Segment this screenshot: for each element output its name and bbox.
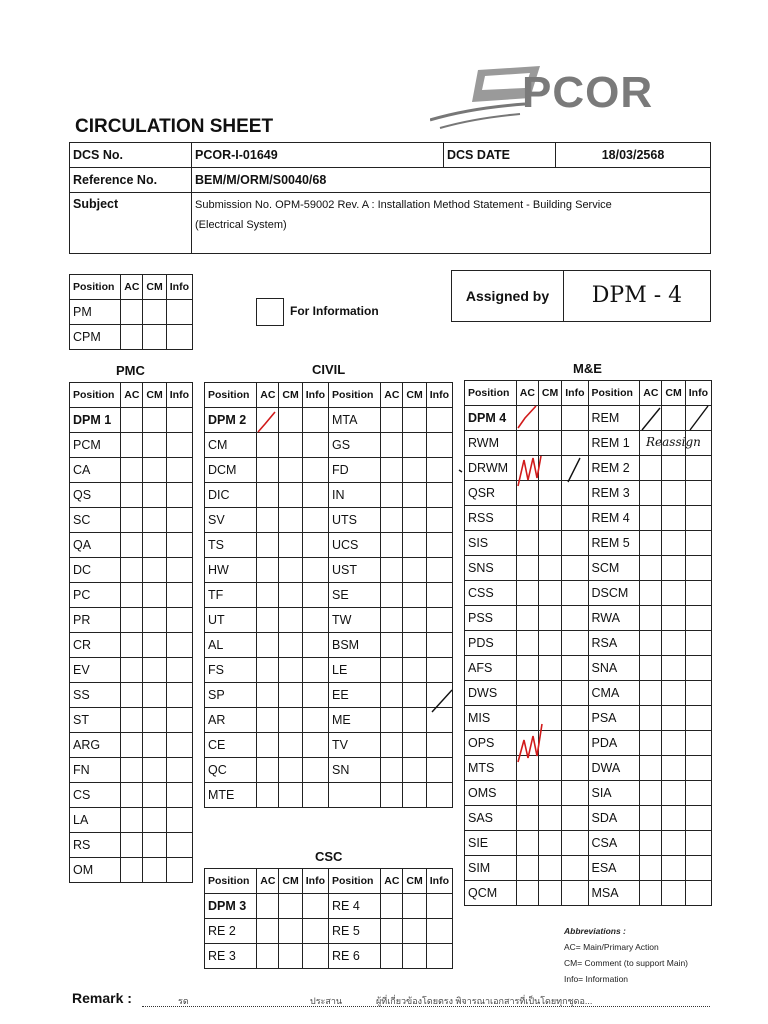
position-cell: REM 5: [588, 531, 640, 556]
slash-rem-ac: [642, 408, 660, 430]
col-info: Info: [302, 869, 328, 894]
position-cell: DSCM: [588, 581, 640, 606]
position-cell: OM: [70, 858, 121, 883]
position-cell: SC: [70, 508, 121, 533]
position-cell: RWM: [465, 431, 517, 456]
position-cell: DPM 4: [465, 406, 517, 431]
col-ac: AC: [640, 381, 662, 406]
position-cell: PR: [70, 608, 121, 633]
position-cell: SNA: [588, 656, 640, 681]
position-cell: OPS: [465, 731, 517, 756]
position-cell: SCM: [588, 556, 640, 581]
col-cm: CM: [143, 383, 166, 408]
position-cell: DPM 1: [70, 408, 121, 433]
civil-label: CIVIL: [312, 362, 346, 377]
dcs-no-value: PCOR-I-01649: [192, 143, 444, 168]
position-cell: CR: [70, 633, 121, 658]
col-info: Info: [426, 869, 452, 894]
position-cell: RE 3: [205, 944, 257, 969]
position-cell: SS: [70, 683, 121, 708]
position-cell: TF: [205, 583, 257, 608]
col-ac: AC: [381, 383, 403, 408]
remark-text-3: ผู้ที่เกี่ยวข้องโดยตรง พิจารณาเอกสารที่เป็นโดยทุกชุดอ...: [376, 996, 593, 1006]
position-cell: SIM: [465, 856, 517, 881]
position-cell: DWS: [465, 681, 517, 706]
position-cell: EV: [70, 658, 121, 683]
position-cell: DWA: [588, 756, 640, 781]
col-ac: AC: [516, 381, 538, 406]
position-cell: AFS: [465, 656, 517, 681]
slash-drwm-info: [568, 458, 580, 482]
reference-label: Reference No.: [70, 168, 192, 193]
col-cm: CM: [662, 381, 685, 406]
reassign-note: Reassign: [646, 435, 701, 449]
remark-text-2: ประสาน: [310, 996, 343, 1006]
col-position: Position: [465, 381, 517, 406]
position-cell: RE 5: [329, 919, 381, 944]
position-cell: TV: [329, 733, 381, 758]
col-info: Info: [562, 381, 588, 406]
position-cell: RSS: [465, 506, 517, 531]
position-cell: CSA: [588, 831, 640, 856]
position-cell: SE: [329, 583, 381, 608]
position-cell: UCS: [329, 533, 381, 558]
position-cell: SNS: [465, 556, 517, 581]
position-cell: RWA: [588, 606, 640, 631]
position-cell: MSA: [588, 881, 640, 906]
position-cell: RE 4: [329, 894, 381, 919]
position-cell: SIE: [465, 831, 517, 856]
col-position: Position: [329, 869, 381, 894]
dcs-date-label: DCS DATE: [444, 143, 556, 168]
abbreviations: [564, 923, 688, 987]
pmc-label: PMC: [116, 363, 145, 378]
col-cm: CM: [279, 383, 302, 408]
col-ac: AC: [121, 275, 143, 300]
position-cell: CS: [70, 783, 121, 808]
check-mark-dpm4: [518, 406, 536, 428]
col-position: Position: [70, 383, 121, 408]
for-information-label: For Information: [290, 304, 379, 318]
position-cell: ARG: [70, 733, 121, 758]
col-cm: CM: [143, 275, 166, 300]
position-cell: CSS: [465, 581, 517, 606]
position-cell: QA: [70, 533, 121, 558]
page-title: CIRCULATION SHEET: [75, 116, 274, 137]
position-cell: RE 2: [205, 919, 257, 944]
col-info: Info: [302, 383, 328, 408]
position-cell: CM: [205, 433, 257, 458]
dcs-date-value: 18/03/2568: [556, 143, 711, 168]
col-ac: AC: [381, 869, 403, 894]
position-cell: RE 6: [329, 944, 381, 969]
position-cell: SIA: [588, 781, 640, 806]
position-cell: QCM: [465, 881, 517, 906]
position-cell: SDA: [588, 806, 640, 831]
position-cell: HW: [205, 558, 257, 583]
abbreviations-title: Abbreviations :: [564, 926, 626, 936]
position-cell: UTS: [329, 508, 381, 533]
subject-line-1: Submission No. OPM-59002 Rev. A : Installation Method Statement - Building Service: [195, 199, 612, 211]
position-cell: PM: [70, 300, 121, 325]
position-cell: PC: [70, 583, 121, 608]
position-cell: FN: [70, 758, 121, 783]
position-cell: PDA: [588, 731, 640, 756]
dcs-no-label: DCS No.: [70, 143, 192, 168]
me-label: M&E: [573, 361, 602, 376]
scribble-drwm: [518, 456, 541, 486]
position-cell: OMS: [465, 781, 517, 806]
col-cm: CM: [279, 869, 302, 894]
position-cell: CE: [205, 733, 257, 758]
remark-line[interactable]: [142, 996, 710, 1007]
logo-text: PCOR: [522, 68, 654, 117]
col-ac: AC: [257, 869, 279, 894]
position-cell: DC: [70, 558, 121, 583]
position-cell: TS: [205, 533, 257, 558]
abbrev-cm: CM= Comment (to support Main): [564, 958, 688, 968]
abbrev-ac: AC= Main/Primary Action: [564, 942, 659, 952]
position-cell: PDS: [465, 631, 517, 656]
position-cell: ESA: [588, 856, 640, 881]
position-cell: REM 3: [588, 481, 640, 506]
position-cell: FS: [205, 658, 257, 683]
position-cell: MTS: [465, 756, 517, 781]
position-cell: REM 4: [588, 506, 640, 531]
subject-line-2: (Electrical System): [195, 219, 287, 231]
position-cell: ST: [70, 708, 121, 733]
position-cell: RSA: [588, 631, 640, 656]
position-cell: PSA: [588, 706, 640, 731]
position-cell: AR: [205, 708, 257, 733]
position-cell: PSS: [465, 606, 517, 631]
abbrev-info: Info= Information: [564, 974, 629, 984]
col-ac: AC: [257, 383, 279, 408]
position-cell: SN: [329, 758, 381, 783]
position-cell: UT: [205, 608, 257, 633]
subject-label: Subject: [70, 193, 192, 254]
position-cell: DPM 3: [205, 894, 257, 919]
position-cell: AL: [205, 633, 257, 658]
slash-ee-info: [432, 690, 452, 712]
slash-rem-info: [690, 406, 708, 430]
col-info: Info: [685, 381, 711, 406]
position-cell: SP: [205, 683, 257, 708]
position-cell: SV: [205, 508, 257, 533]
position-cell: ME: [329, 708, 381, 733]
col-info: Info: [426, 383, 452, 408]
position-cell: MTA: [329, 408, 381, 433]
position-cell: DRWM: [465, 456, 517, 481]
position-cell: REM: [588, 406, 640, 431]
position-cell: GS: [329, 433, 381, 458]
col-cm: CM: [403, 383, 426, 408]
scribble-ops: [518, 724, 542, 762]
position-cell: SIS: [465, 531, 517, 556]
position-cell: LA: [70, 808, 121, 833]
position-cell: RS: [70, 833, 121, 858]
position-cell: TW: [329, 608, 381, 633]
position-cell: FD: [329, 458, 381, 483]
position-cell: QC: [205, 758, 257, 783]
remark-label: Remark :: [72, 990, 132, 1006]
col-position: Position: [70, 275, 121, 300]
position-cell: QSR: [465, 481, 517, 506]
position-cell: MIS: [465, 706, 517, 731]
position-cell: DIC: [205, 483, 257, 508]
assigned-by-value[interactable]: DPM - 4: [564, 271, 711, 322]
reference-value: BEM/M/ORM/S0040/68: [192, 168, 711, 193]
position-cell: QS: [70, 483, 121, 508]
remark-text-1: รด: [178, 996, 189, 1006]
col-info: Info: [166, 383, 192, 408]
col-cm: CM: [538, 381, 561, 406]
position-cell: MTE: [205, 783, 257, 808]
position-cell: IN: [329, 483, 381, 508]
position-cell: EE: [329, 683, 381, 708]
position-cell: REM 1: [588, 431, 640, 456]
col-position: Position: [588, 381, 640, 406]
check-mark-dpm2: [258, 412, 275, 432]
col-position: Position: [205, 869, 257, 894]
position-cell: BSM: [329, 633, 381, 658]
position-cell: CPM: [70, 325, 121, 350]
position-cell: SAS: [465, 806, 517, 831]
position-cell: DPM 2: [205, 408, 257, 433]
col-info: Info: [166, 275, 192, 300]
position-cell: REM 2: [588, 456, 640, 481]
assigned-by-label: Assigned by: [452, 271, 564, 322]
position-cell: DCM: [205, 458, 257, 483]
col-position: Position: [205, 383, 257, 408]
position-cell: LE: [329, 658, 381, 683]
col-cm: CM: [403, 869, 426, 894]
csc-label: CSC: [315, 849, 343, 864]
col-position: Position: [329, 383, 381, 408]
position-cell: CMA: [588, 681, 640, 706]
position-cell: UST: [329, 558, 381, 583]
position-cell: PCM: [70, 433, 121, 458]
position-cell: CA: [70, 458, 121, 483]
col-ac: AC: [121, 383, 143, 408]
